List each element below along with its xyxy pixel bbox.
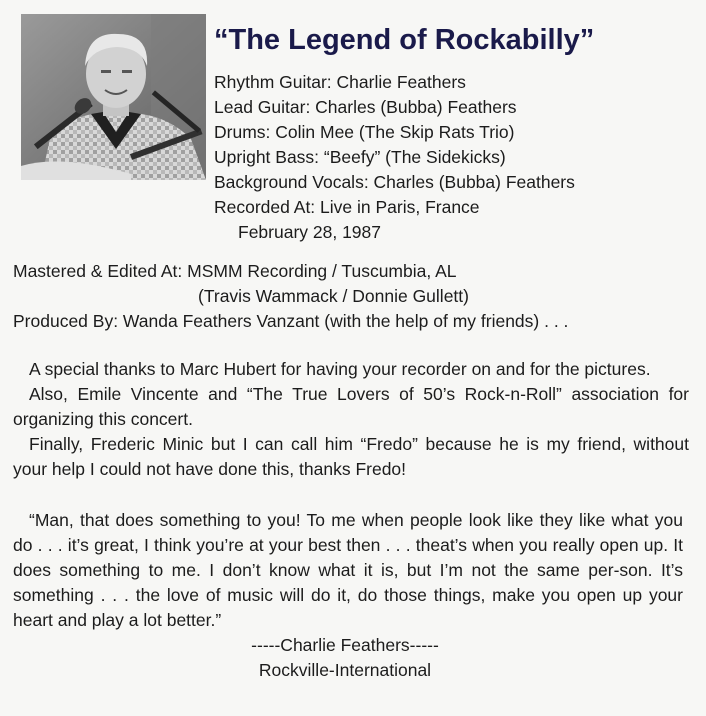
mastered-engineers-line: (Travis Wammack / Donnie Gullett) <box>198 286 469 306</box>
credit-rhythm-guitar: Rhythm Guitar: Charlie Feathers <box>214 72 466 92</box>
mastered-edited-line: Mastered & Edited At: MSMM Recording / Tuscumbia, AL <box>13 261 457 281</box>
production-credits <box>13 259 568 334</box>
credits-block <box>214 70 575 245</box>
thanks-paragraph-emile: Also, Emile Vincente and “The True Lovers of 50’s Rock-n-Roll” association for organizing this concert. <box>13 384 689 429</box>
credit-upright-bass: Upright Bass: “Beefy” (The Sidekicks) <box>214 147 506 167</box>
thanks-section <box>13 357 689 482</box>
thanks-paragraph-marc: A special thanks to Marc Hubert for having your recorder on and for the pictures. <box>29 359 651 379</box>
credit-drums: Drums: Colin Mee (The Skip Rats Trio) <box>214 122 515 142</box>
credit-lead-guitar: Lead Guitar: Charles (Bubba) Feathers <box>214 97 517 117</box>
credit-background-vocals: Background Vocals: Charles (Bubba) Feathers <box>214 172 575 192</box>
album-title: “The Legend of Rockabilly” <box>214 24 595 56</box>
charlie-quote <box>13 508 683 633</box>
signature-name: -----Charlie Feathers----- <box>251 635 439 655</box>
record-label: Rockville-International <box>258 660 432 680</box>
credit-recording-date: February 28, 1987 <box>238 222 382 242</box>
thanks-paragraph-fredo: Finally, Frederic Minic but I can call him “Fredo” because he is my friend, without your help I could not have done this, thanks Fredo! <box>13 434 689 479</box>
produced-by-line: Produced By: Wanda Feathers Vanzant (with the help of my friends) . . . <box>13 311 569 331</box>
credit-recorded-at: Recorded At: Live in Paris, France <box>214 197 480 217</box>
signature-block <box>0 633 690 683</box>
quote-paragraph: “Man, that does something to you! To me when people look like they like what you do . . . it’s great, I think you’re at your best then . . . theat’s when you really open up. It does something to me. I don’t know what it is, but I’m not the same per-son. It’s something . . . the love of music will do it, do those things, make you open up your heart and play a lot better.” <box>13 510 683 630</box>
charlie-feathers-photo <box>21 14 206 180</box>
